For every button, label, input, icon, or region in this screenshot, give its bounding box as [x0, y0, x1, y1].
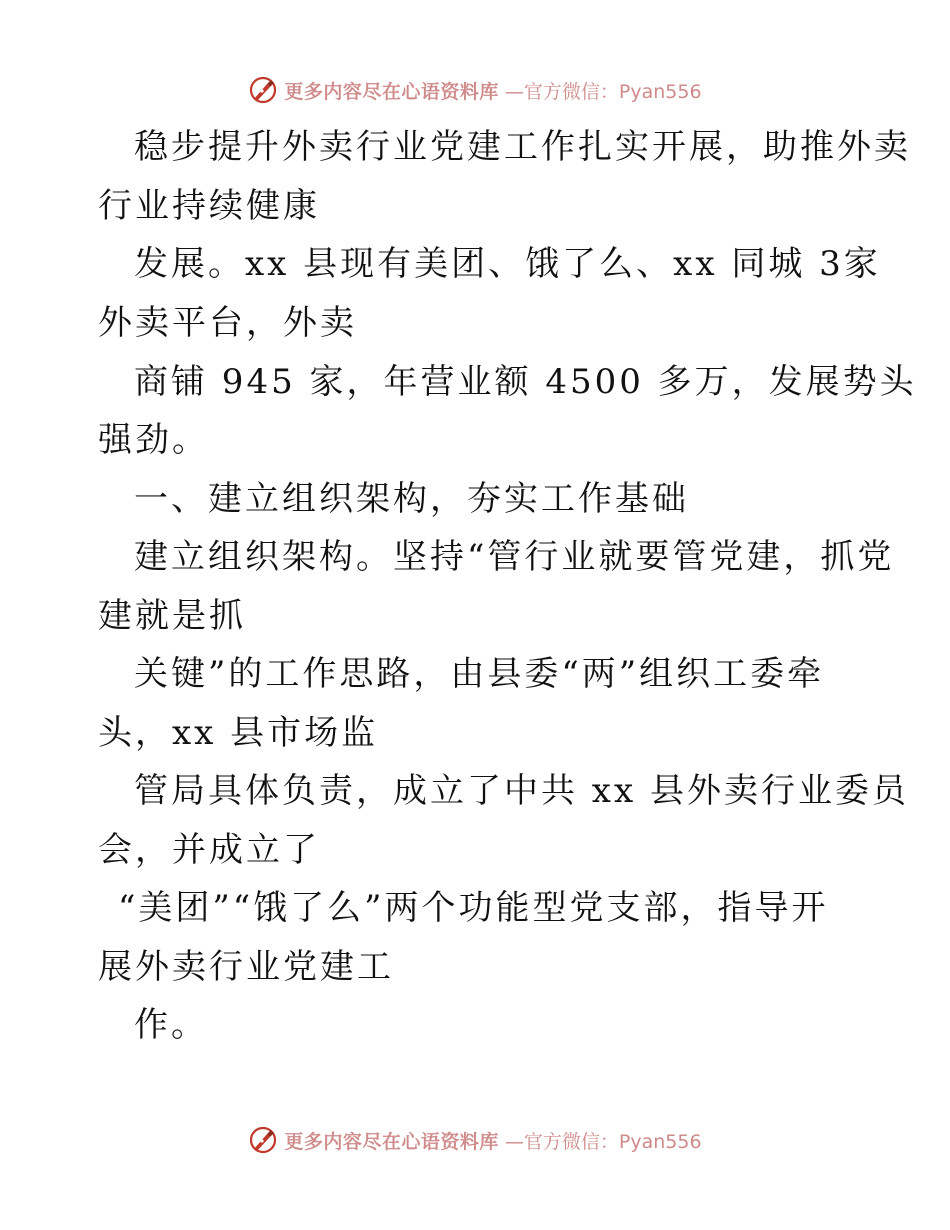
text-line: 会，并成立了 — [98, 830, 320, 870]
text-line: 外卖平台，外卖 — [98, 303, 357, 343]
text-line: 关键”的工作思路，由县委“两”组织工委牵 — [134, 654, 825, 694]
text-line: 建立组织架构。坚持“管行业就要管党建，抓党 — [134, 537, 895, 577]
watermark-sub-text: —官方微信：Pyan556 — [504, 80, 702, 103]
section-heading: 一、建立组织架构，夯实工作基础 — [134, 479, 689, 519]
text-line: 发展。xx 县现有美团、饿了么、xx 同城 3家 — [134, 244, 881, 284]
pen-logo-icon — [248, 1125, 278, 1155]
text-line: 头，xx 县市场监 — [98, 713, 379, 753]
header-watermark — [0, 72, 950, 108]
watermark-sub-text: —官方微信：Pyan556 — [504, 1130, 702, 1153]
watermark-main-text: 更多内容尽在心语资料库 — [284, 80, 499, 103]
text-line: 管局具体负责，成立了中共 xx 县外卖行业委员 — [134, 771, 909, 811]
text-line: 商铺 945 家，年营业额 4500 多万，发展势头 — [134, 362, 917, 402]
watermark-main-text: 更多内容尽在心语资料库 — [284, 1130, 499, 1153]
text-line: 行业持续健康 — [98, 186, 320, 226]
text-line: “美团”“饿了么”两个功能型党支部，指导开 — [118, 888, 829, 928]
text-line: 展外卖行业党建工 — [98, 947, 394, 987]
text-line: 稳步提升外卖行业党建工作扎实开展，助推外卖 — [134, 127, 911, 167]
text-line: 作。 — [134, 1005, 208, 1045]
text-line: 强劲。 — [98, 420, 209, 460]
text-line: 建就是抓 — [98, 596, 246, 636]
footer-watermark — [0, 1122, 950, 1158]
pen-logo-icon — [248, 75, 278, 105]
